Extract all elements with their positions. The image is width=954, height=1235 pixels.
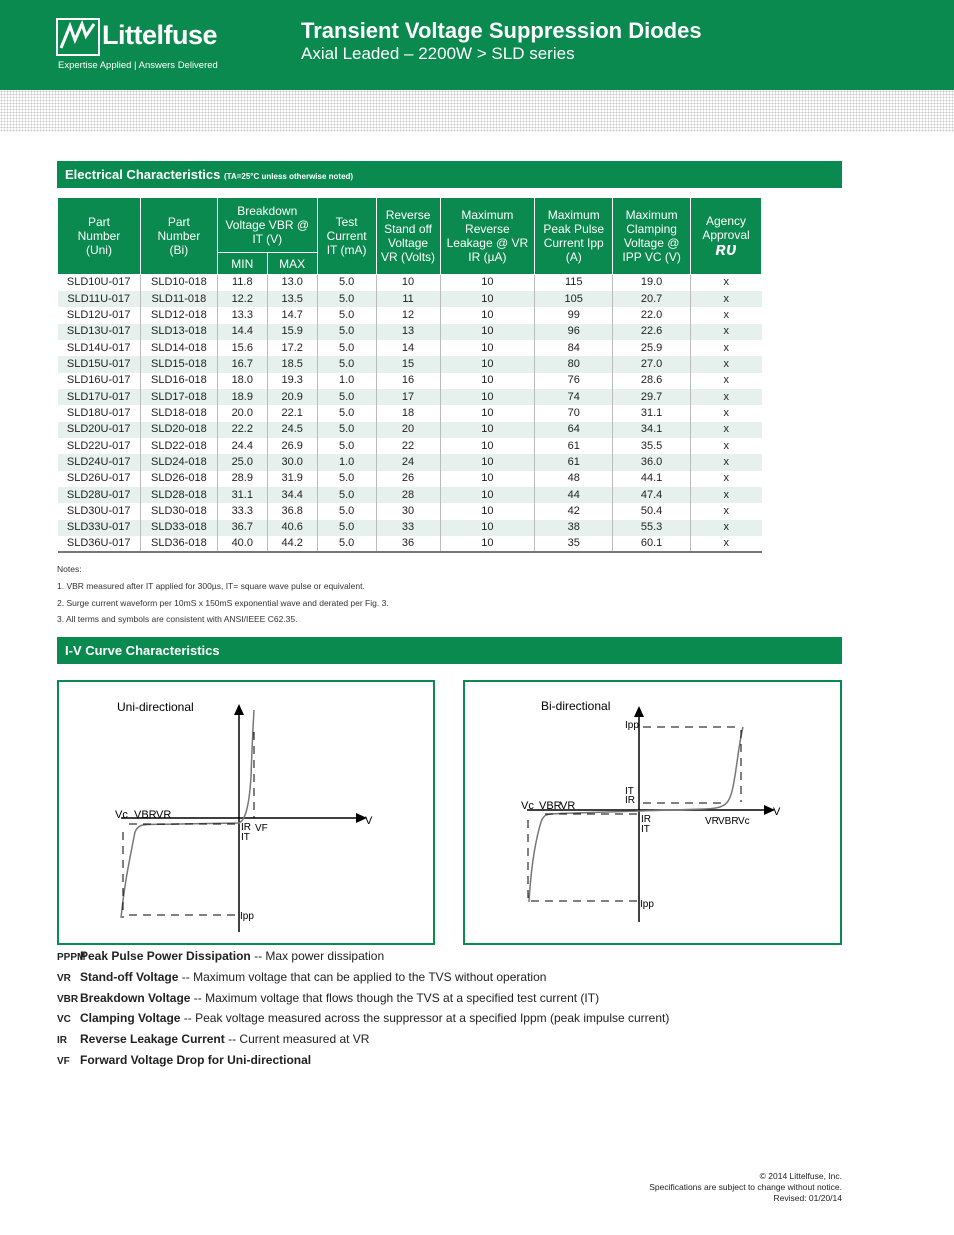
legend-symbol: PPPM	[57, 952, 86, 963]
uni-title: Uni-directional	[117, 700, 194, 714]
table-cell: SLD10-018	[140, 275, 217, 291]
table-cell: 11	[376, 291, 440, 307]
legend-item	[57, 947, 669, 968]
table-cell: 10	[440, 405, 535, 421]
table-cell: 61	[535, 438, 613, 454]
table-cell: SLD22U-017	[58, 438, 141, 454]
legend-symbol: VR	[57, 972, 71, 984]
table-cell: 10	[376, 275, 440, 291]
table-cell: 14.4	[217, 324, 267, 340]
table-cell: 115	[535, 275, 613, 291]
table-cell: 25.9	[613, 340, 691, 356]
legend-item	[57, 1030, 669, 1051]
table-cell: 18.9	[217, 389, 267, 405]
symbol-legend	[57, 947, 669, 1072]
table-cell: SLD12U-017	[58, 307, 141, 323]
table-cell: 1.0	[317, 373, 376, 389]
table-cell: 14.7	[267, 307, 317, 323]
table-cell: 5.0	[317, 324, 376, 340]
table-cell: 5.0	[317, 520, 376, 536]
table-cell: 48	[535, 471, 613, 487]
table-cell: 28.6	[613, 373, 691, 389]
electrical-characteristics-table	[57, 197, 762, 553]
uni-vc-label: Vc	[115, 809, 128, 821]
table-cell: 20.9	[267, 389, 317, 405]
table-row	[58, 324, 762, 340]
bi-ipp-label: Ipp	[640, 899, 654, 910]
header-agency	[691, 198, 762, 275]
legend-item	[57, 968, 669, 989]
bi-vc-right-label: Vc	[738, 816, 750, 827]
table-cell: 16.7	[217, 356, 267, 372]
table-cell: 29.7	[613, 389, 691, 405]
table-row	[58, 422, 762, 438]
table-cell: 36.0	[613, 454, 691, 470]
header-standoff: Reverse Stand off Voltage VR (Volts)	[376, 198, 440, 275]
table-cell: 47.4	[613, 487, 691, 503]
table-row	[58, 291, 762, 307]
table-cell: 96	[535, 324, 613, 340]
table-cell: 31.1	[217, 487, 267, 503]
table-cell: 17.2	[267, 340, 317, 356]
table-cell: 99	[535, 307, 613, 323]
table-cell: x	[691, 389, 762, 405]
table-cell: x	[691, 536, 762, 552]
table-cell: 34.4	[267, 487, 317, 503]
table-cell: SLD11-018	[140, 291, 217, 307]
table-cell: 64	[535, 422, 613, 438]
footer-revised: Revised: 01/20/14	[773, 1193, 842, 1203]
legend-item	[57, 989, 669, 1010]
uni-vr-label: VR	[156, 809, 172, 821]
table-cell: 30.0	[267, 454, 317, 470]
table-cell: 70	[535, 405, 613, 421]
table-cell: 24.5	[267, 422, 317, 438]
table-cell: SLD15U-017	[58, 356, 141, 372]
header-part-uni: Part Number (Uni)	[58, 198, 141, 275]
table-cell: SLD26U-017	[58, 471, 141, 487]
header-leakage: Maximum Reverse Leakage @ VR IR (µA)	[440, 198, 535, 275]
table-cell: 5.0	[317, 291, 376, 307]
page-footer	[649, 1171, 842, 1204]
table-cell: 13.3	[217, 307, 267, 323]
legend-description: -- Max power dissipation	[250, 949, 385, 963]
table-cell: 40.0	[217, 536, 267, 552]
table-cell: 18.5	[267, 356, 317, 372]
table-cell: 10	[440, 454, 535, 470]
table-cell: 10	[440, 471, 535, 487]
table-cell: 10	[440, 373, 535, 389]
table-cell: 5.0	[317, 307, 376, 323]
table-cell: 10	[440, 291, 535, 307]
section-title: Electrical Characteristics	[65, 167, 221, 182]
table-cell: x	[691, 503, 762, 519]
uni-ir-label: IR	[241, 822, 251, 833]
table-cell: 26.9	[267, 438, 317, 454]
table-cell: 5.0	[317, 503, 376, 519]
brand-name: Littelfuse	[102, 20, 218, 50]
table-row	[58, 373, 762, 389]
table-cell: 11.8	[217, 275, 267, 291]
bi-ir-top-label: IR	[625, 795, 635, 806]
table-cell: 19.0	[613, 275, 691, 291]
bi-ir-label: IR	[641, 814, 651, 825]
table-cell: x	[691, 307, 762, 323]
table-cell: 10	[440, 275, 535, 291]
table-cell: 20.7	[613, 291, 691, 307]
footer-copyright: © 2014 Littelfuse, Inc.	[759, 1171, 842, 1181]
table-cell: 55.3	[613, 520, 691, 536]
table-cell: x	[691, 291, 762, 307]
legend-description: -- Current measured at VR	[224, 1032, 370, 1047]
table-cell: 36.7	[217, 520, 267, 536]
table-cell: x	[691, 373, 762, 389]
bi-title: Bi-directional	[541, 699, 611, 713]
table-cell: 5.0	[317, 422, 376, 438]
table-cell: 5.0	[317, 536, 376, 552]
table-cell: 24	[376, 454, 440, 470]
table-cell: 20.0	[217, 405, 267, 421]
header-breakdown: Breakdown Voltage VBR @ IT (V)	[217, 198, 317, 253]
table-cell: 105	[535, 291, 613, 307]
table-cell: 13	[376, 324, 440, 340]
table-cell: 10	[440, 307, 535, 323]
table-row	[58, 356, 762, 372]
table-cell: 13.0	[267, 275, 317, 291]
header-peak-pulse: Maximum Peak Pulse Current Ipp (A)	[535, 198, 613, 275]
table-cell: SLD14U-017	[58, 340, 141, 356]
table-cell: 10	[440, 422, 535, 438]
table-cell: 27.0	[613, 356, 691, 372]
table-cell: 15.6	[217, 340, 267, 356]
table-cell: x	[691, 405, 762, 421]
legend-description: -- Maximum voltage that can be applied to the TVS without operation	[178, 969, 547, 984]
table-notes	[57, 561, 389, 628]
legend-description: -- Peak voltage measured across the suppressor at a specified Ippm (peak impulse current)	[180, 1011, 670, 1026]
table-cell: 5.0	[317, 471, 376, 487]
table-cell: 5.0	[317, 356, 376, 372]
legend-term: Forward Voltage Drop for Uni-directional	[80, 1052, 312, 1067]
header-part-bi: Part Number (Bi)	[140, 198, 217, 275]
table-cell: 40.6	[267, 520, 317, 536]
table-cell: 15.9	[267, 324, 317, 340]
bi-directional-iv-diagram	[465, 682, 840, 943]
table-cell: 20	[376, 422, 440, 438]
table-cell: 10	[440, 487, 535, 503]
table-cell: 38	[535, 520, 613, 536]
table-cell: x	[691, 487, 762, 503]
table-cell: x	[691, 438, 762, 454]
table-cell: x	[691, 454, 762, 470]
table-cell: 10	[440, 503, 535, 519]
table-cell: 22.2	[217, 422, 267, 438]
table-cell: SLD36-018	[140, 536, 217, 552]
section-title: I-V Curve Characteristics	[65, 643, 220, 658]
table-row	[58, 520, 762, 536]
notes-label: Notes:	[57, 564, 82, 574]
table-cell: 34.1	[613, 422, 691, 438]
table-cell: 36.8	[267, 503, 317, 519]
table-cell: 50.4	[613, 503, 691, 519]
table-cell: SLD16U-017	[58, 373, 141, 389]
littelfuse-logo-icon	[56, 18, 100, 56]
table-cell: 33	[376, 520, 440, 536]
legend-symbol: VF	[57, 1055, 70, 1067]
table-cell: x	[691, 520, 762, 536]
page-subtitle: Axial Leaded – 2200W > SLD series	[301, 44, 575, 63]
table-cell: SLD16-018	[140, 373, 217, 389]
uni-it-label: IT	[241, 832, 250, 843]
table-cell: SLD33U-017	[58, 520, 141, 536]
table-cell: 5.0	[317, 340, 376, 356]
bi-vr-label: VR	[560, 800, 576, 812]
table-cell: 80	[535, 356, 613, 372]
uni-vf-label: VF	[255, 823, 268, 834]
dot-pattern-divider	[0, 90, 954, 132]
electrical-characteristics-header	[57, 161, 842, 188]
agency-label: Agency Approval	[702, 214, 750, 242]
page-header	[0, 0, 954, 90]
table-cell: 84	[535, 340, 613, 356]
bi-vbr-right-label: VBR	[718, 816, 739, 827]
uni-ipp-label: Ipp	[240, 911, 254, 922]
table-cell: SLD15-018	[140, 356, 217, 372]
table-cell: 15	[376, 356, 440, 372]
table-cell: 10	[440, 389, 535, 405]
note-1: 1. VBR measured after IT applied for 300µs, IT= square wave pulse or equivalent.	[57, 580, 365, 591]
note-2: 2. Surge current waveform per 10mS x 150mS exponential wave and derated per Fig. 3.	[57, 597, 389, 608]
table-cell: x	[691, 422, 762, 438]
legend-term: Breakdown Voltage	[80, 990, 191, 1005]
header-min: MIN	[217, 253, 267, 275]
legend-description: -- Maximum voltage that flows though the TVS at a specified test current (IT)	[190, 990, 600, 1005]
legend-symbol: VC	[57, 1014, 71, 1026]
table-cell: SLD28-018	[140, 487, 217, 503]
table-cell: 36	[376, 536, 440, 552]
table-cell: SLD17-018	[140, 389, 217, 405]
table-cell: x	[691, 275, 762, 291]
footer-notice: Specifications are subject to change without notice.	[649, 1182, 842, 1192]
table-cell: SLD18-018	[140, 405, 217, 421]
table-cell: SLD22-018	[140, 438, 217, 454]
table-row	[58, 536, 762, 552]
table-cell: 17	[376, 389, 440, 405]
table-cell: SLD36U-017	[58, 536, 141, 552]
bi-v-label: V	[773, 806, 781, 818]
table-cell: 12	[376, 307, 440, 323]
uni-v-label: V	[365, 815, 373, 827]
table-cell: 5.0	[317, 405, 376, 421]
iv-curve-header	[57, 637, 842, 664]
table-cell: SLD20U-017	[58, 422, 141, 438]
table-cell: 14	[376, 340, 440, 356]
table-cell: 24.4	[217, 438, 267, 454]
table-row	[58, 471, 762, 487]
table-cell: 22.0	[613, 307, 691, 323]
table-cell: 18.0	[217, 373, 267, 389]
table-cell: SLD20-018	[140, 422, 217, 438]
legend-term: Stand-off Voltage	[80, 969, 179, 984]
legend-term: Clamping Voltage	[80, 1011, 181, 1026]
table-cell: 5.0	[317, 487, 376, 503]
table-cell: 35	[535, 536, 613, 552]
table-cell: SLD24U-017	[58, 454, 141, 470]
table-row	[58, 503, 762, 519]
table-cell: 28	[376, 487, 440, 503]
table-cell: 10	[440, 536, 535, 552]
bi-vr-right-label: VR	[705, 816, 719, 827]
table-cell: 10	[440, 356, 535, 372]
bi-it-top-label: IT	[625, 786, 634, 797]
table-cell: SLD26-018	[140, 471, 217, 487]
table-cell: 26	[376, 471, 440, 487]
table-cell: 22	[376, 438, 440, 454]
uni-directional-iv-panel	[57, 680, 435, 945]
table-cell: 33.3	[217, 503, 267, 519]
page-title: Transient Voltage Suppression Diodes	[301, 18, 702, 43]
table-cell: 30	[376, 503, 440, 519]
table-cell: 35.5	[613, 438, 691, 454]
table-cell: 44.2	[267, 536, 317, 552]
table-cell: 5.0	[317, 438, 376, 454]
table-cell: 16	[376, 373, 440, 389]
legend-symbol: VBR	[57, 993, 79, 1005]
table-cell: 10	[440, 520, 535, 536]
table-cell: 31.1	[613, 405, 691, 421]
legend-term: Peak Pulse Power Dissipation	[80, 949, 251, 963]
table-cell: 74	[535, 389, 613, 405]
table-cell: SLD30U-017	[58, 503, 141, 519]
bi-directional-iv-panel	[463, 680, 842, 945]
table-cell: SLD30-018	[140, 503, 217, 519]
table-cell: SLD33-018	[140, 520, 217, 536]
table-cell: 10	[440, 324, 535, 340]
table-cell: 10	[440, 438, 535, 454]
table-cell: 76	[535, 373, 613, 389]
table-cell: x	[691, 356, 762, 372]
table-cell: SLD14-018	[140, 340, 217, 356]
table-row	[58, 454, 762, 470]
note-3: 3. All terms and symbols are consistent with ANSI/IEEE C62.35.	[57, 614, 298, 625]
table-row	[58, 307, 762, 323]
table-cell: 12.2	[217, 291, 267, 307]
header-test-current: Test Current IT (mA)	[317, 198, 376, 275]
brand-tagline: Expertise Applied | Answers Delivered	[58, 60, 218, 71]
bi-vc-label: Vc	[521, 800, 534, 812]
table-cell: SLD10U-017	[58, 275, 141, 291]
table-cell: SLD18U-017	[58, 405, 141, 421]
table-cell: x	[691, 340, 762, 356]
table-cell: x	[691, 471, 762, 487]
legend-term: Reverse Leakage Current	[80, 1032, 225, 1047]
table-cell: 5.0	[317, 389, 376, 405]
table-row	[58, 405, 762, 421]
header-max: MAX	[267, 253, 317, 275]
legend-item	[57, 1051, 669, 1072]
table-cell: 18	[376, 405, 440, 421]
table-cell: SLD11U-017	[58, 291, 141, 307]
legend-symbol: IR	[57, 1035, 67, 1047]
bi-it-label: IT	[641, 824, 650, 835]
table-cell: 19.3	[267, 373, 317, 389]
table-cell: SLD28U-017	[58, 487, 141, 503]
table-cell: 5.0	[317, 275, 376, 291]
ul-recognized-icon: ʀᴜ	[715, 239, 737, 259]
table-cell: 1.0	[317, 454, 376, 470]
table-cell: x	[691, 324, 762, 340]
uni-directional-iv-diagram	[59, 682, 433, 943]
table-cell: SLD12-018	[140, 307, 217, 323]
table-cell: 61	[535, 454, 613, 470]
header-clamping: Maximum Clamping Voltage @ IPP VC (V)	[613, 198, 691, 275]
table-cell: 28.9	[217, 471, 267, 487]
uni-vbr-label: VBR	[134, 809, 157, 821]
table-cell: 44.1	[613, 471, 691, 487]
legend-item	[57, 1009, 669, 1030]
bi-ipp-top-label: Ipp	[625, 720, 639, 731]
table-row	[58, 487, 762, 503]
table-cell: 22.1	[267, 405, 317, 421]
table-cell: SLD17U-017	[58, 389, 141, 405]
table-cell: 10	[440, 340, 535, 356]
table-cell: 31.9	[267, 471, 317, 487]
table-row	[58, 438, 762, 454]
table-cell: 22.6	[613, 324, 691, 340]
table-row	[58, 389, 762, 405]
table-cell: 13.5	[267, 291, 317, 307]
table-cell: 44	[535, 487, 613, 503]
table-cell: SLD13U-017	[58, 324, 141, 340]
table-cell: 60.1	[613, 536, 691, 552]
bi-vbr-label: VBR	[539, 800, 562, 812]
table-row	[58, 340, 762, 356]
table-cell: 25.0	[217, 454, 267, 470]
table-row	[58, 275, 762, 291]
table-cell: SLD24-018	[140, 454, 217, 470]
section-note: (TA=25°C unless otherwise noted)	[224, 172, 354, 181]
table-cell: SLD13-018	[140, 324, 217, 340]
table-cell: 42	[535, 503, 613, 519]
